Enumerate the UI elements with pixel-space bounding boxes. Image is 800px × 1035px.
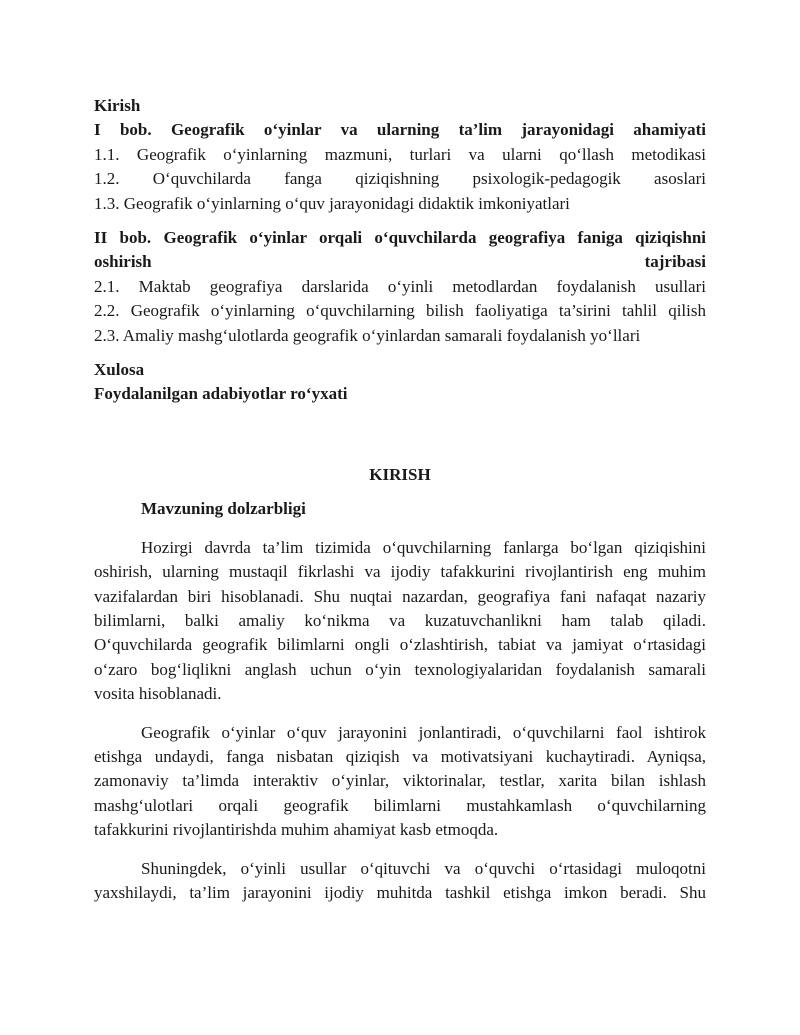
toc-references[interactable]: Foydalanilgan adabiyotlar ro‘yxati — [94, 384, 348, 404]
toc-chapter-1-title[interactable]: I bob. Geografik o‘yinlar va ularning ta’lim jarayonidagi ahamiyati — [94, 120, 706, 140]
toc-chapter-2-word: oshirish — [94, 252, 152, 272]
paragraph-line: bilimlarni, balki amaliy ko‘nikma va kuzatuvchanlikni ham talab qiladi. — [94, 610, 706, 630]
paragraph-line: yaxshilaydi, ta’lim jarayonini ijodiy muhitda tashkil etishga imkon beradi. Shu — [94, 882, 706, 902]
subheading: Mavzuning dolzarbligi — [141, 499, 306, 519]
paragraph — [94, 536, 706, 707]
toc-item[interactable]: 1.2. O‘quvchilarda fanga qiziqishning psixologik-pedagogik asoslari — [94, 169, 706, 189]
paragraph-line: etishga undaydi, fanga nisbatan qiziqish va motivatsiyani kuchaytiradi. Ayniqsa, — [94, 746, 706, 766]
paragraph — [94, 857, 706, 906]
toc-intro[interactable]: Kirish — [94, 96, 141, 115]
paragraph-line: o‘zaro bog‘liqlikni anglash uchun o‘yin texnologiyalaridan foydalanish samarali — [94, 659, 706, 679]
toc-chapter-2-word: tajribasi — [644, 252, 706, 272]
table-of-contents — [94, 94, 706, 407]
paragraph-line: oshirish, ularning mustaqil fikrlashi va ijodiy tafakkurini rivojlantirish eng muhim — [94, 562, 706, 582]
intro-section — [94, 463, 706, 906]
toc-item[interactable]: 2.1. Maktab geografiya darslarida o‘yinli metodlardan foydalanish usullari — [94, 276, 706, 296]
paragraph-line: vazifalardan biri hisoblanadi. Shu nuqtai nazardan, geografiya fani nafaqat nazariy — [94, 586, 706, 606]
paragraph-line: zamonaviy ta’limda interaktiv o‘yinlar, viktorinalar, testlar, xarita bilan ishlash — [94, 771, 706, 791]
toc-chapter-2-title-continued[interactable] — [94, 250, 706, 274]
toc-chapter-2-title[interactable]: II bob. Geografik o‘yinlar orqali o‘quvchilarda geografiya faniga qiziqishni — [94, 228, 706, 248]
toc-conclusion[interactable]: Xulosa — [94, 360, 145, 380]
toc-item[interactable]: 1.1. Geografik o‘yinlarning mazmuni, turlari va ularni qo‘llash metodikasi — [94, 144, 706, 164]
paragraph-line: Geografik o‘yinlar o‘quv jarayonini jonlantiradi, o‘quvchilarni faol ishtirok — [141, 722, 706, 742]
section-heading: KIRISH — [369, 464, 431, 484]
paragraph-line: Hozirgi davrda ta’lim tizimida o‘quvchilarning fanlarga bo‘lgan qiziqishini — [141, 537, 706, 557]
paragraph-line: mashg‘ulotlari orqali geografik bilimlarni mustahkamlash o‘quvchilarning — [94, 795, 706, 815]
toc-item[interactable]: 2.3. Amaliy mashg‘ulotlarda geografik o‘yinlardan samarali foydalanish yo‘llari — [94, 325, 641, 345]
paragraph-line: tafakkurini rivojlantirishda muhim ahamiyat kasb etmoqda. — [94, 820, 499, 840]
toc-item[interactable]: 1.3. Geografik o‘yinlarning o‘quv jarayonidagi didaktik imkoniyatlari — [94, 193, 570, 213]
paragraph-line: O‘quvchilarda geografik bilimlarni ongli o‘zlashtirish, tabiat va jamiyat o‘rtasidagi — [94, 635, 706, 655]
paragraph-line: vosita hisoblanadi. — [94, 684, 222, 704]
paragraph-line: Shuningdek, o‘yinli usullar o‘qituvchi va o‘quvchi o‘rtasidagi muloqotni — [141, 858, 706, 878]
toc-item[interactable]: 2.2. Geografik o‘yinlarning o‘quvchilarning bilish faoliyatiga ta’sirini tahlil qilish — [94, 301, 706, 321]
paragraph — [94, 721, 706, 843]
